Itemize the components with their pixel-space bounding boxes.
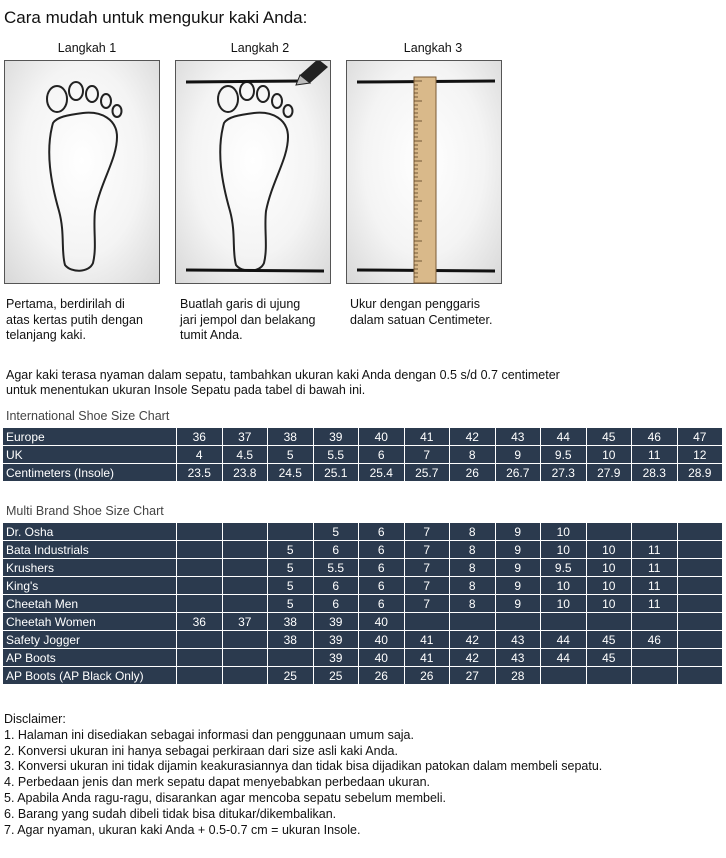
table-cell: 10 bbox=[586, 577, 632, 595]
table-cell: 8 bbox=[450, 577, 496, 595]
table-cell: 10 bbox=[586, 595, 632, 613]
table-cell bbox=[677, 541, 723, 559]
table-cell: 27.9 bbox=[586, 464, 632, 482]
row-label: Bata Industrials bbox=[3, 541, 177, 559]
table-cell: 44 bbox=[541, 631, 587, 649]
table-cell: 38 bbox=[268, 631, 314, 649]
table-cell: 5.5 bbox=[313, 559, 359, 577]
table-row bbox=[3, 523, 723, 541]
row-label: King's bbox=[3, 577, 177, 595]
table-cell: 40 bbox=[359, 649, 405, 667]
table-cell: 8 bbox=[450, 559, 496, 577]
table-cell: 45 bbox=[586, 428, 632, 446]
table-cell: 41 bbox=[404, 649, 450, 667]
table-cell bbox=[677, 613, 723, 631]
table-cell bbox=[632, 613, 678, 631]
table-cell: 42 bbox=[450, 428, 496, 446]
step-3-label: Langkah 3 bbox=[403, 41, 463, 55]
table-cell: 28 bbox=[495, 667, 541, 685]
table-cell bbox=[177, 541, 223, 559]
table-cell bbox=[222, 595, 268, 613]
table-row bbox=[3, 428, 723, 446]
table-cell: 46 bbox=[632, 631, 678, 649]
international-chart-title: International Shoe Size Chart bbox=[6, 409, 170, 423]
table-cell bbox=[268, 649, 314, 667]
table-cell bbox=[268, 523, 314, 541]
table-cell: 25.4 bbox=[359, 464, 405, 482]
description-line: tumit Anda. bbox=[180, 328, 243, 342]
table-cell: 46 bbox=[632, 428, 678, 446]
description-line: Pertama, berdirilah di bbox=[6, 297, 125, 311]
table-cell bbox=[222, 559, 268, 577]
table-cell: 36 bbox=[177, 613, 223, 631]
table-cell: 40 bbox=[359, 631, 405, 649]
table-cell: 43 bbox=[495, 631, 541, 649]
table-cell: 11 bbox=[632, 541, 678, 559]
table-cell: 8 bbox=[450, 446, 496, 464]
table-cell: 7 bbox=[404, 446, 450, 464]
intro-line: Agar kaki terasa nyaman dalam sepatu, tambahkan ukuran kaki Anda dengan 0.5 s/d 0.7 centimeter bbox=[6, 368, 560, 382]
table-cell bbox=[677, 577, 723, 595]
table-cell bbox=[177, 559, 223, 577]
row-label: Cheetah Women bbox=[3, 613, 177, 631]
table-cell: 26 bbox=[404, 667, 450, 685]
table-cell: 39 bbox=[313, 631, 359, 649]
description-line: Ukur dengan penggaris bbox=[350, 297, 480, 311]
table-row bbox=[3, 541, 723, 559]
table-cell: 4.5 bbox=[222, 446, 268, 464]
table-cell bbox=[450, 613, 496, 631]
table-cell: 8 bbox=[450, 595, 496, 613]
table-cell: 43 bbox=[495, 428, 541, 446]
table-cell: 41 bbox=[404, 428, 450, 446]
table-cell: 10 bbox=[586, 446, 632, 464]
table-cell: 41 bbox=[404, 631, 450, 649]
table-cell: 9 bbox=[495, 523, 541, 541]
table-cell: 8 bbox=[450, 523, 496, 541]
disclaimer-item: 1. Halaman ini disediakan sebagai informasi dan penggunaan umum saja. bbox=[4, 727, 414, 742]
row-label: AP Boots bbox=[3, 649, 177, 667]
table-cell: 39 bbox=[313, 649, 359, 667]
table-cell: 9.5 bbox=[541, 446, 587, 464]
table-cell: 11 bbox=[632, 446, 678, 464]
table-cell: 25.7 bbox=[404, 464, 450, 482]
table-cell: 9 bbox=[495, 446, 541, 464]
table-cell: 11 bbox=[632, 559, 678, 577]
disclaimer-item: 3. Konversi ukuran ini tidak dijamin keakurasiannya dan tidak bisa dijadikan patokan dalam membeli sepatu. bbox=[4, 759, 603, 774]
disclaimer-item: 5. Apabila Anda ragu-ragu, disarankan agar mencoba sepatu sebelum membeli. bbox=[4, 790, 446, 805]
table-cell: 6 bbox=[313, 595, 359, 613]
row-label: UK bbox=[3, 446, 177, 464]
table-cell bbox=[177, 649, 223, 667]
table-cell: 12 bbox=[677, 446, 723, 464]
table-cell: 27 bbox=[450, 667, 496, 685]
step-2-label: Langkah 2 bbox=[230, 41, 290, 55]
table-cell: 25 bbox=[268, 667, 314, 685]
table-cell: 9 bbox=[495, 541, 541, 559]
table-cell: 28.9 bbox=[677, 464, 723, 482]
table-cell: 26.7 bbox=[495, 464, 541, 482]
table-row bbox=[3, 464, 723, 482]
table-cell bbox=[677, 631, 723, 649]
table-cell: 47 bbox=[677, 428, 723, 446]
table-cell bbox=[632, 649, 678, 667]
row-label: Cheetah Men bbox=[3, 595, 177, 613]
table-row bbox=[3, 446, 723, 464]
step-1-label: Langkah 1 bbox=[57, 41, 117, 55]
table-cell: 6 bbox=[313, 577, 359, 595]
table-cell: 7 bbox=[404, 541, 450, 559]
row-label: Krushers bbox=[3, 559, 177, 577]
step-3-description bbox=[350, 297, 492, 328]
table-cell: 40 bbox=[359, 428, 405, 446]
table-cell bbox=[541, 667, 587, 685]
table-cell: 5 bbox=[268, 595, 314, 613]
table-cell: 5 bbox=[313, 523, 359, 541]
table-cell bbox=[632, 523, 678, 541]
table-row bbox=[3, 613, 723, 631]
table-cell: 37 bbox=[222, 613, 268, 631]
row-label: Safety Jogger bbox=[3, 631, 177, 649]
disclaimer-item: 4. Perbedaan jenis dan merk sepatu dapat menyebabkan perbedaan ukuran. bbox=[4, 775, 430, 790]
table-cell: 11 bbox=[632, 595, 678, 613]
table-cell: 10 bbox=[541, 595, 587, 613]
table-cell: 25 bbox=[313, 667, 359, 685]
table-cell bbox=[586, 523, 632, 541]
table-cell: 6 bbox=[359, 541, 405, 559]
table-cell bbox=[586, 613, 632, 631]
table-cell: 10 bbox=[586, 541, 632, 559]
table-cell: 23.8 bbox=[222, 464, 268, 482]
table-cell: 44 bbox=[541, 428, 587, 446]
table-cell: 10 bbox=[541, 523, 587, 541]
table-cell: 7 bbox=[404, 577, 450, 595]
disclaimer-item: 6. Barang yang sudah dibeli tidak bisa ditukar/dikembalikan. bbox=[4, 806, 337, 821]
table-cell: 39 bbox=[313, 428, 359, 446]
table-cell: 25.1 bbox=[313, 464, 359, 482]
table-cell: 5 bbox=[268, 577, 314, 595]
intro-line: untuk menentukan ukuran Insole Sepatu pada tabel di bawah ini. bbox=[6, 383, 366, 397]
disclaimer-list bbox=[4, 728, 602, 839]
table-cell: 42 bbox=[450, 649, 496, 667]
row-label: Centimeters (Insole) bbox=[3, 464, 177, 482]
table-cell bbox=[222, 577, 268, 595]
table-cell: 45 bbox=[586, 631, 632, 649]
table-cell bbox=[222, 631, 268, 649]
table-cell: 6 bbox=[359, 559, 405, 577]
table-cell: 7 bbox=[404, 559, 450, 577]
foot-outline-icon bbox=[5, 61, 161, 285]
table-cell: 9.5 bbox=[541, 559, 587, 577]
table-cell: 42 bbox=[450, 631, 496, 649]
step-1-description bbox=[6, 297, 143, 344]
table-cell: 27.3 bbox=[541, 464, 587, 482]
table-row bbox=[3, 577, 723, 595]
intro-text bbox=[6, 368, 706, 398]
description-line: telanjang kaki. bbox=[6, 328, 86, 342]
table-cell bbox=[404, 613, 450, 631]
step-1-illustration bbox=[4, 60, 160, 284]
ruler-icon bbox=[414, 77, 436, 283]
bottom-line bbox=[186, 270, 324, 271]
row-label: Europe bbox=[3, 428, 177, 446]
table-cell: 5.5 bbox=[313, 446, 359, 464]
table-cell bbox=[677, 559, 723, 577]
table-cell bbox=[222, 649, 268, 667]
table-cell: 38 bbox=[268, 428, 314, 446]
table-cell bbox=[495, 613, 541, 631]
row-label: Dr. Osha bbox=[3, 523, 177, 541]
table-cell: 6 bbox=[313, 541, 359, 559]
table-cell: 38 bbox=[268, 613, 314, 631]
table-cell bbox=[177, 523, 223, 541]
table-cell bbox=[677, 523, 723, 541]
table-cell: 6 bbox=[359, 577, 405, 595]
table-cell bbox=[586, 667, 632, 685]
table-cell: 26 bbox=[450, 464, 496, 482]
disclaimer bbox=[4, 712, 602, 838]
table-cell: 6 bbox=[359, 446, 405, 464]
table-cell: 10 bbox=[586, 559, 632, 577]
table-row bbox=[3, 595, 723, 613]
step-2-illustration bbox=[175, 60, 331, 284]
table-cell: 9 bbox=[495, 577, 541, 595]
table-cell: 4 bbox=[177, 446, 223, 464]
table-row bbox=[3, 559, 723, 577]
table-cell: 10 bbox=[541, 541, 587, 559]
table-cell: 43 bbox=[495, 649, 541, 667]
table-cell: 28.3 bbox=[632, 464, 678, 482]
multibrand-size-table bbox=[2, 522, 723, 685]
table-cell: 44 bbox=[541, 649, 587, 667]
table-cell: 7 bbox=[404, 523, 450, 541]
table-cell: 45 bbox=[586, 649, 632, 667]
table-cell: 9 bbox=[495, 595, 541, 613]
table-cell: 39 bbox=[313, 613, 359, 631]
table-cell bbox=[677, 667, 723, 685]
foot-outline-icon bbox=[218, 82, 293, 271]
table-cell: 26 bbox=[359, 667, 405, 685]
table-cell bbox=[177, 631, 223, 649]
description-line: atas kertas putih dengan bbox=[6, 312, 143, 327]
table-cell: 6 bbox=[359, 523, 405, 541]
disclaimer-heading: Disclaimer: bbox=[4, 712, 66, 726]
table-cell bbox=[677, 649, 723, 667]
step-2-description bbox=[180, 297, 316, 344]
table-cell bbox=[222, 667, 268, 685]
international-size-table bbox=[2, 427, 723, 482]
table-cell: 7 bbox=[404, 595, 450, 613]
description-line: jari jempol dan belakang bbox=[180, 312, 316, 327]
table-cell: 37 bbox=[222, 428, 268, 446]
table-cell bbox=[177, 667, 223, 685]
table-cell: 36 bbox=[177, 428, 223, 446]
table-cell bbox=[177, 577, 223, 595]
table-cell: 10 bbox=[541, 577, 587, 595]
multibrand-chart-title: Multi Brand Shoe Size Chart bbox=[6, 504, 164, 518]
table-cell bbox=[222, 523, 268, 541]
table-row bbox=[3, 631, 723, 649]
table-cell bbox=[222, 541, 268, 559]
table-row bbox=[3, 667, 723, 685]
table-row bbox=[3, 649, 723, 667]
table-cell: 24.5 bbox=[268, 464, 314, 482]
disclaimer-item: 2. Konversi ukuran ini hanya sebagai perkiraan dari size asli kaki Anda. bbox=[4, 743, 398, 758]
top-line bbox=[186, 81, 304, 82]
table-cell: 5 bbox=[268, 541, 314, 559]
table-cell: 9 bbox=[495, 559, 541, 577]
table-cell: 23.5 bbox=[177, 464, 223, 482]
description-line: Buatlah garis di ujung bbox=[180, 297, 301, 311]
page-title: Cara mudah untuk mengukur kaki Anda: bbox=[4, 8, 308, 27]
step-3-illustration bbox=[346, 60, 502, 284]
pencil-icon bbox=[296, 61, 328, 85]
table-cell: 6 bbox=[359, 595, 405, 613]
table-cell: 11 bbox=[632, 577, 678, 595]
table-cell: 40 bbox=[359, 613, 405, 631]
table-cell: 5 bbox=[268, 559, 314, 577]
table-cell bbox=[632, 667, 678, 685]
table-cell: 8 bbox=[450, 541, 496, 559]
table-cell bbox=[177, 595, 223, 613]
row-label: AP Boots (AP Black Only) bbox=[3, 667, 177, 685]
table-cell bbox=[541, 613, 587, 631]
description-line: dalam satuan Centimeter. bbox=[350, 312, 493, 327]
table-cell bbox=[677, 595, 723, 613]
table-cell: 5 bbox=[268, 446, 314, 464]
disclaimer-item: 7. Agar nyaman, ukuran kaki Anda + 0.5-0.7 cm = ukuran Insole. bbox=[4, 822, 361, 837]
